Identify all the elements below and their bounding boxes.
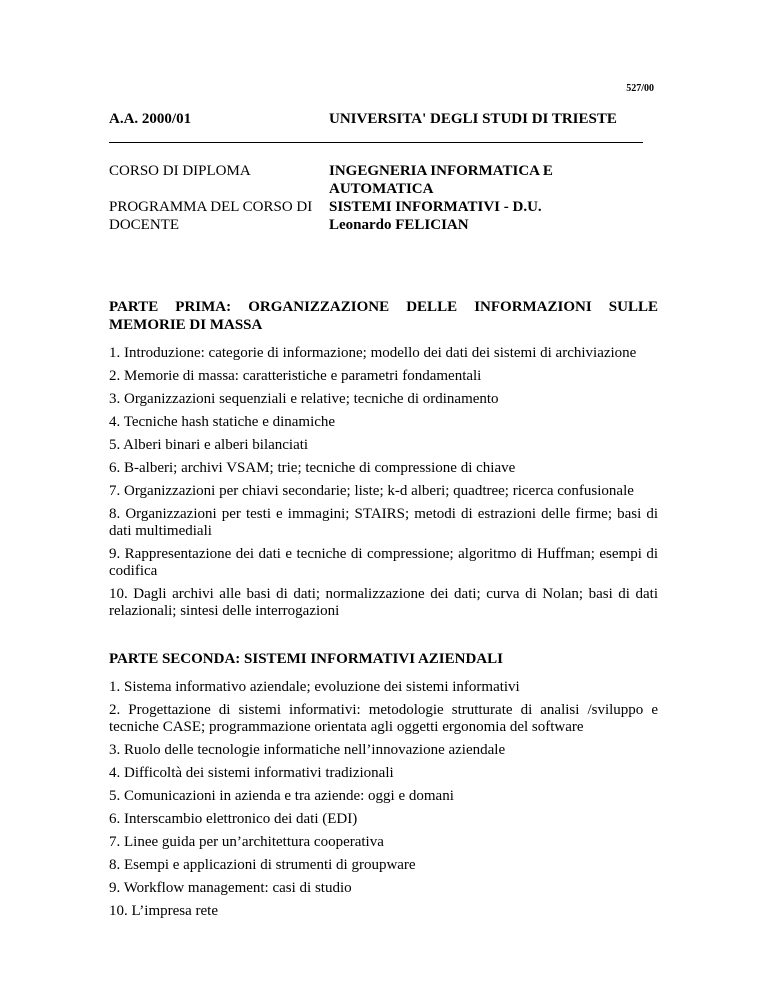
program-label: PROGRAMMA DEL CORSO DI DOCENTE xyxy=(109,199,313,233)
teacher-value: Leonardo FELICIAN xyxy=(329,217,469,233)
course-label: CORSO DI DIPLOMA xyxy=(109,163,251,179)
list-item: 4. Difficoltà dei sistemi informativi tradizionali xyxy=(109,765,394,781)
list-item: 6. Interscambio elettronico dei dati (EDI) xyxy=(109,811,358,827)
list-item: 9. Rappresentazione dei dati e tecniche di compressione; algoritmo di Huffman; esempi di codifica xyxy=(109,546,658,579)
list-item: 5. Comunicazioni in azienda e tra aziende: oggi e domani xyxy=(109,788,454,804)
list-item: 8. Esempi e applicazioni di strumenti di groupware xyxy=(109,857,416,873)
list-item: 3. Organizzazioni sequenziali e relative; tecniche di ordinamento xyxy=(109,391,499,407)
academic-year: A.A. 2000/01 xyxy=(109,111,192,127)
university-name: UNIVERSITA' DEGLI STUDI DI TRIESTE xyxy=(329,111,617,127)
document-code: 527/00 xyxy=(626,83,654,94)
list-item: 6. B-alberi; archivi VSAM; trie; tecniche di compressione di chiave xyxy=(109,460,516,476)
section-part-two xyxy=(109,650,658,926)
list-item: 10. Dagli archivi alle basi di dati; normalizzazione dei dati; curva di Nolan; basi di dati relazionali; sintesi delle interrogazioni xyxy=(109,586,658,619)
section-title: PARTE SECONDA: SISTEMI INFORMATIVI AZIENDALI xyxy=(109,651,503,667)
program-value: SISTEMI INFORMATIVI - D.U. xyxy=(329,199,542,215)
header-rule xyxy=(109,142,643,143)
list-item: 10. L’impresa rete xyxy=(109,903,218,919)
section-title-line: PARTE PRIMA: ORGANIZZAZIONE DELLE INFORMAZIONI SULLE xyxy=(109,299,658,315)
list-item: 9. Workflow management: casi di studio xyxy=(109,880,352,896)
list-item: 8. Organizzazioni per testi e immagini; STAIRS; metodi di estrazioni delle firme; basi di dati multimediali xyxy=(109,506,658,539)
list-item: 4. Tecniche hash statiche e dinamiche xyxy=(109,414,336,430)
list-item: 7. Linee guida per un’architettura cooperativa xyxy=(109,834,384,850)
list-item: 7. Organizzazioni per chiavi secondarie; liste; k-d alberi; quadtree; ricerca confusionale xyxy=(109,483,634,499)
list-item: 1. Introduzione: categorie di informazione; modello dei dati dei sistemi di archiviazione xyxy=(109,345,637,361)
course-details xyxy=(329,162,649,234)
list-item: 1. Sistema informativo aziendale; evoluzione dei sistemi informativi xyxy=(109,679,520,695)
list-item: 2. Progettazione di sistemi informativi: metodologie strutturate di analisi /sviluppo e tecniche CASE; programmazione orientata agli oggetti ergonomia del software xyxy=(109,702,658,735)
list-item: 3. Ruolo delle tecnologie informatiche nell’innovazione aziendale xyxy=(109,742,506,758)
section-title xyxy=(109,298,658,334)
section-part-one xyxy=(109,298,658,626)
course-value: INGEGNERIA INFORMATICA E AUTOMATICA xyxy=(329,163,553,197)
list-item: 5. Alberi binari e alberi bilanciati xyxy=(109,437,309,453)
list-item: 2. Memorie di massa: caratteristiche e parametri fondamentali xyxy=(109,368,482,384)
section-title-line: MEMORIE DI MASSA xyxy=(109,317,263,333)
